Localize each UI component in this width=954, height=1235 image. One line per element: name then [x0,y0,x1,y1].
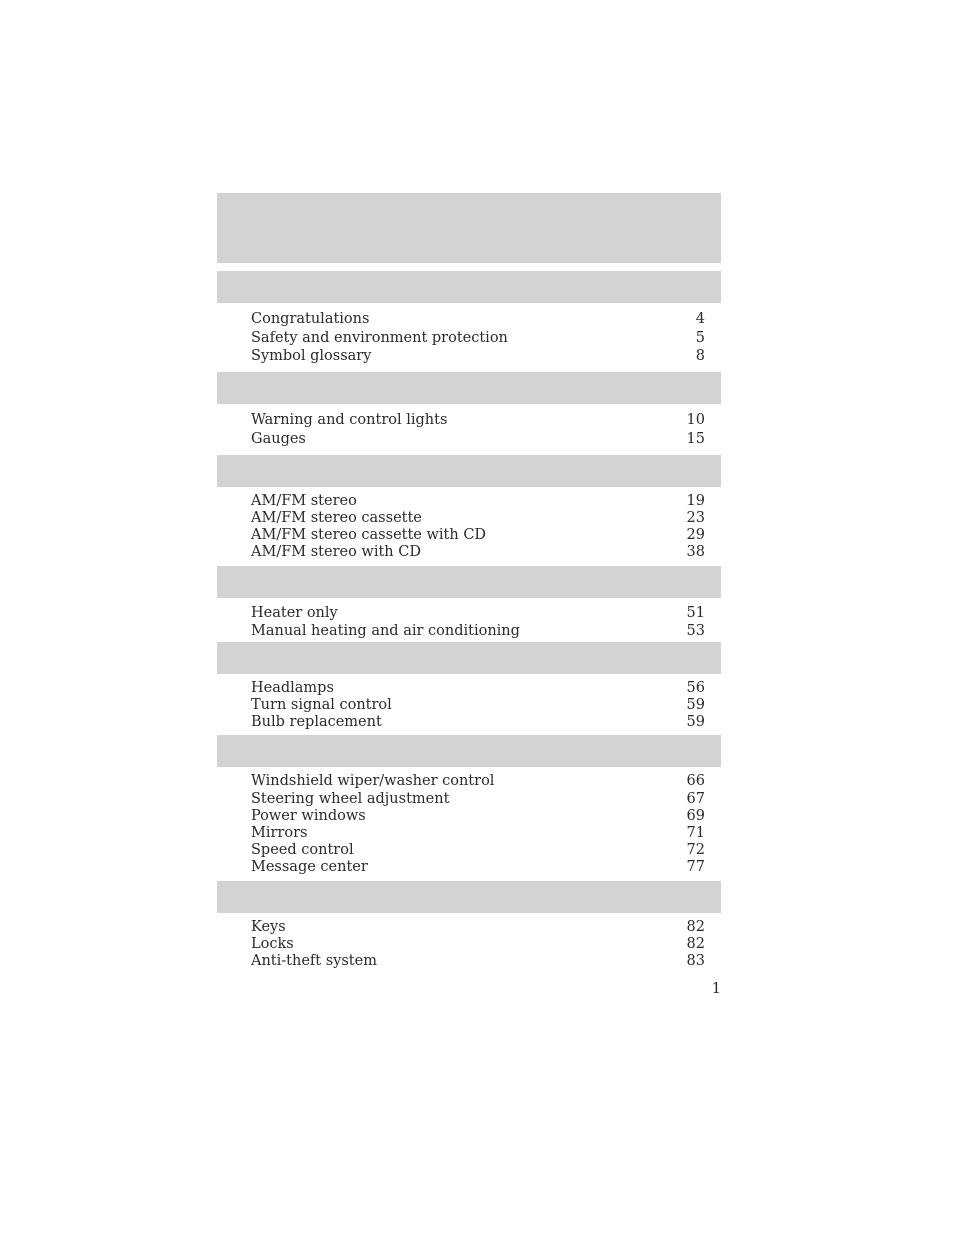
toc-entry-label: Mirrors [251,824,308,841]
toc-entry[interactable] [251,329,705,348]
toc-entry[interactable] [251,544,705,561]
toc-entry-label: Speed control [251,842,354,859]
toc-entry-page: 4 [695,311,705,327]
toc-entry[interactable] [251,411,705,430]
toc-entry-page: 8 [695,348,705,364]
toc-entry-page: 15 [686,430,705,447]
toc-entry[interactable] [251,680,705,697]
toc-entry[interactable] [251,623,705,640]
toc-entry-page: 38 [686,544,705,561]
toc-entry-label: Headlamps [251,679,334,696]
section-header-bar [217,271,721,303]
toc-entry[interactable] [251,953,705,970]
toc-entry-page: 56 [686,679,705,696]
page-number: 1 [711,981,721,997]
toc-entry-page: 82 [686,935,705,952]
section-entries [217,767,721,880]
toc-entry-page: 77 [686,859,705,876]
section-header-bar [217,566,721,598]
toc-entry[interactable] [251,697,705,714]
toc-entry[interactable] [251,714,705,731]
section-entries [217,487,721,567]
title-bar [217,193,721,263]
toc-entry[interactable] [251,510,705,527]
toc-entry-label: Safety and environment protection [251,329,508,346]
section-header-bar [217,735,721,767]
toc-entry-label: Power windows [251,807,366,824]
toc-entry-page: 5 [695,329,705,346]
toc-entry-label: Manual heating and air conditioning [251,622,520,639]
toc-entry-label: Warning and control lights [251,411,448,428]
toc-entry-page: 59 [686,714,705,731]
toc-entry-label: Symbol glossary [251,348,372,364]
section-entries [217,913,721,975]
toc-entry-label: Congratulations [251,311,370,327]
toc-entry[interactable] [251,859,705,876]
toc-entry-label: Anti-theft system [251,952,377,969]
toc-entry-label: Gauges [251,430,306,447]
toc-entry-page: 83 [686,952,705,969]
section-header-bar [217,372,721,404]
toc-entry-label: Bulb replacement [251,714,382,731]
toc-entry-page: 69 [686,807,705,824]
toc-entry-page: 71 [686,824,705,841]
toc-entry-page: 72 [686,842,705,859]
toc-entry-page: 23 [686,509,705,526]
toc-entry-label: AM/FM stereo with CD [251,544,421,561]
section-header-bar [217,455,721,487]
toc-entry[interactable] [251,310,705,329]
toc-entry-page: 82 [686,918,705,935]
section-entries [217,674,721,736]
toc-entry[interactable] [251,825,705,842]
toc-entry[interactable] [251,347,705,366]
toc-entry-label: Steering wheel adjustment [251,790,450,807]
toc-entry-label: AM/FM stereo cassette with CD [251,526,487,543]
toc-entry[interactable] [251,808,705,825]
section-entries [217,303,721,372]
toc-entry[interactable] [251,773,705,790]
toc-entry[interactable] [251,605,705,622]
section-header-bar [217,881,721,913]
toc-entry-page: 59 [686,696,705,713]
toc-entry-page: 66 [686,773,705,790]
toc-entry-label: Heater only [251,605,338,622]
toc-entry-page: 19 [686,492,705,509]
toc-entry-page: 51 [686,605,705,622]
toc-entry-label: Locks [251,935,294,952]
table-of-contents [217,193,721,974]
toc-entry-page: 10 [686,411,705,428]
section-entries [217,598,721,641]
section-header-bar [217,642,721,674]
toc-entry-label: Keys [251,918,286,935]
toc-entry[interactable] [251,919,705,936]
toc-entry-label: Windshield wiper/washer control [251,773,495,790]
toc-entry-label: AM/FM stereo cassette [251,509,422,526]
toc-entry-page: 29 [686,526,705,543]
section-entries [217,404,721,455]
toc-entry[interactable] [251,842,705,859]
toc-entry[interactable] [251,493,705,510]
toc-entry-page: 53 [686,622,705,639]
toc-entry[interactable] [251,430,705,449]
toc-entry[interactable] [251,791,705,808]
toc-entry-label: Message center [251,859,368,876]
toc-entry-page: 67 [686,790,705,807]
toc-entry[interactable] [251,527,705,544]
toc-entry-label: Turn signal control [251,696,392,713]
toc-entry-label: AM/FM stereo [251,492,357,509]
toc-entry[interactable] [251,936,705,953]
